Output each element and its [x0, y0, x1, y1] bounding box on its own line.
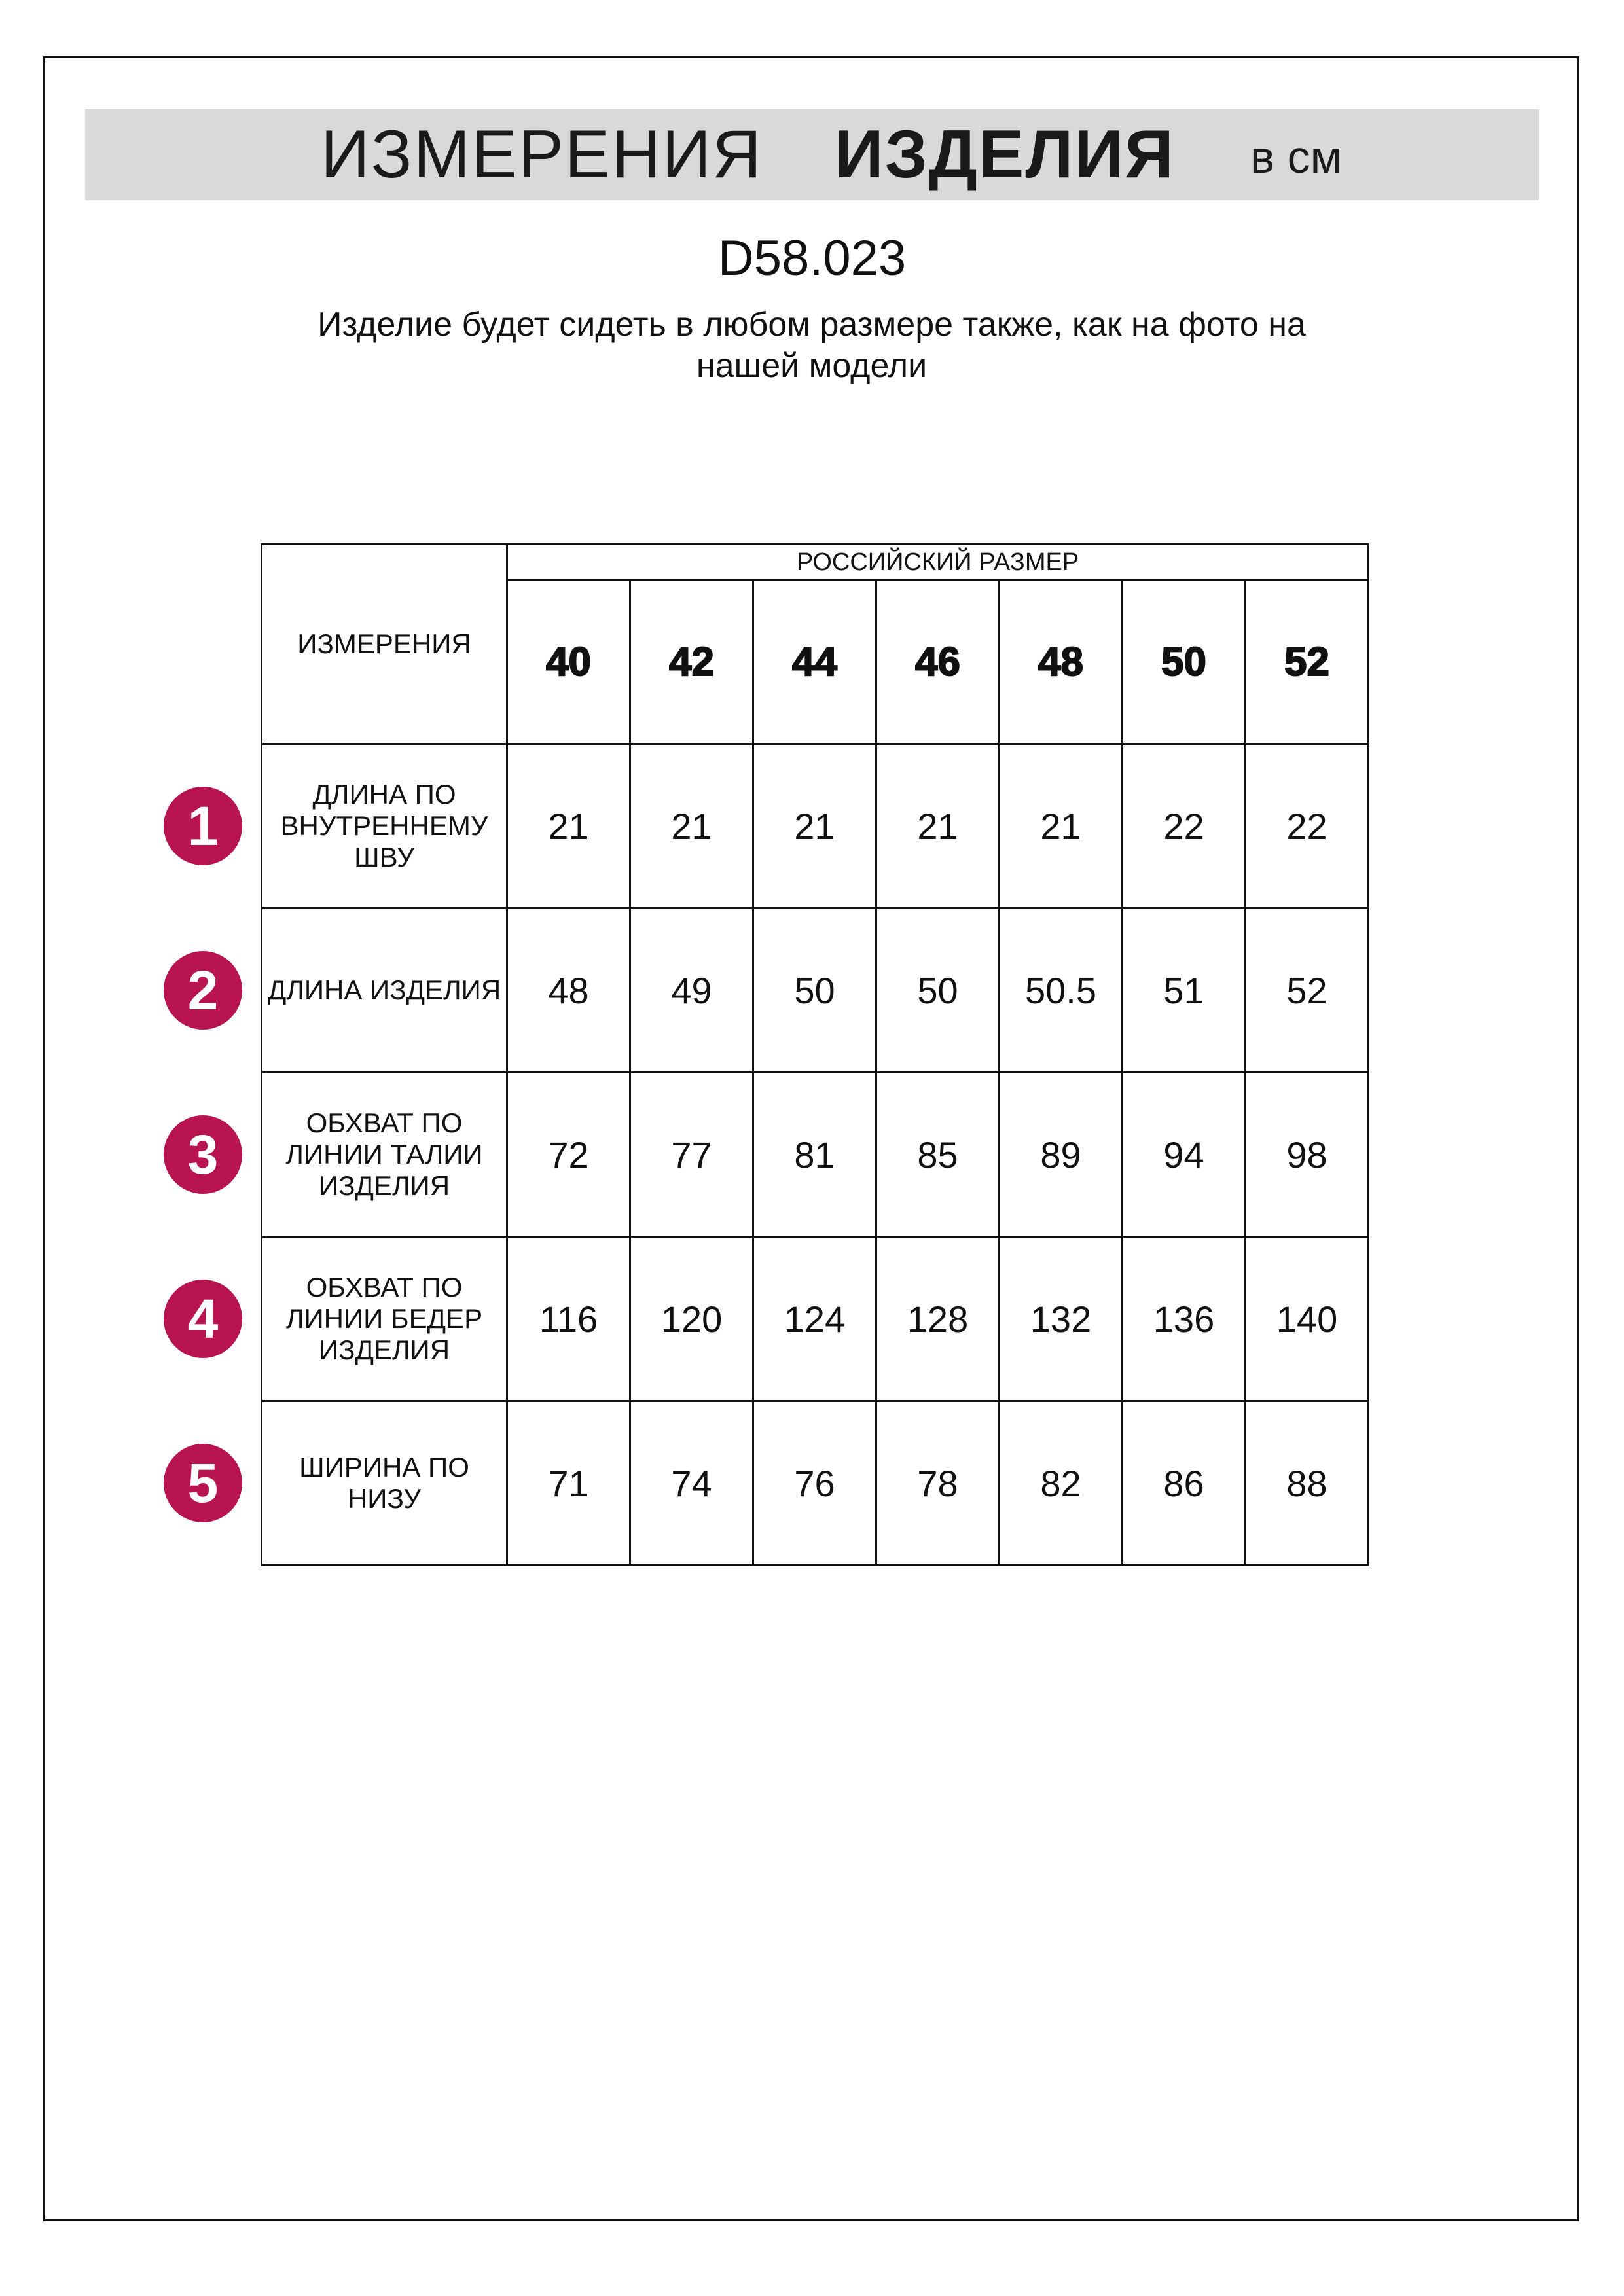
article-number: D58.023	[717, 230, 907, 286]
russian-size-header: РОССИЙСКИЙ РАЗМЕР	[507, 545, 1369, 581]
table-cell: 81	[753, 1073, 876, 1237]
table-cell: 86	[1123, 1401, 1246, 1566]
table-cell: 21	[1000, 744, 1123, 908]
size-header: 46	[876, 581, 1000, 744]
row-label: ШИРИНА ПО НИЗУ	[262, 1401, 507, 1566]
table-cell: 21	[753, 744, 876, 908]
table-cell: 120	[630, 1237, 753, 1401]
table-cell: 140	[1246, 1237, 1369, 1401]
unit-label: в см	[1250, 132, 1342, 183]
table-cell: 132	[1000, 1237, 1123, 1401]
table-cell: 82	[1000, 1401, 1123, 1566]
table-cell: 21	[507, 744, 630, 908]
table-row	[262, 1237, 1369, 1401]
table-cell: 49	[630, 908, 753, 1073]
table-cell: 74	[630, 1401, 753, 1566]
table-cell: 50.5	[1000, 908, 1123, 1073]
table-row	[262, 1401, 1369, 1566]
row-label: ДЛИНА ИЗДЕЛИЯ	[262, 908, 507, 1073]
title-part1: ИЗМЕРЕНИЯ	[321, 117, 763, 192]
size-header: 52	[1246, 581, 1369, 744]
table-cell: 94	[1123, 1073, 1246, 1237]
table-cell: 136	[1123, 1237, 1246, 1401]
row-badge-3: 3	[164, 1115, 242, 1194]
table-cell: 98	[1246, 1073, 1369, 1237]
table-cell: 78	[876, 1401, 1000, 1566]
table-cell: 124	[753, 1237, 876, 1401]
table-row	[262, 1073, 1369, 1237]
table-cell: 89	[1000, 1073, 1123, 1237]
row-label: ДЛИНА ПО ВНУТРЕННЕМУ ШВУ	[262, 744, 507, 908]
table-cell: 128	[876, 1237, 1000, 1401]
row-badge-4: 4	[164, 1280, 242, 1358]
table-row	[262, 744, 1369, 908]
table-cell: 21	[630, 744, 753, 908]
table-cell: 71	[507, 1401, 630, 1566]
size-header: 50	[1123, 581, 1246, 744]
table-cell: 52	[1246, 908, 1369, 1073]
title-part2: ИЗДЕЛИЯ	[835, 117, 1175, 192]
table-cell: 51	[1123, 908, 1246, 1073]
fit-note: Изделие будет сидеть в любом размере также, как на фото на нашей модели	[317, 306, 1306, 385]
table-cell: 72	[507, 1073, 630, 1237]
table-cell: 85	[876, 1073, 1000, 1237]
row-badge-5: 5	[164, 1444, 242, 1522]
row-label: ОБХВАТ ПО ЛИНИИ ТАЛИИ ИЗДЕЛИЯ	[262, 1073, 507, 1237]
size-header: 42	[630, 581, 753, 744]
measurements-header: ИЗМЕРЕНИЯ	[262, 545, 507, 744]
table-cell: 76	[753, 1401, 876, 1566]
title-banner	[85, 109, 1539, 200]
row-badge-1: 1	[164, 787, 242, 865]
row-badge-2: 2	[164, 951, 242, 1030]
table-cell: 48	[507, 908, 630, 1073]
size-header: 44	[753, 581, 876, 744]
table-cell: 22	[1123, 744, 1246, 908]
table-cell: 50	[876, 908, 1000, 1073]
table-cell: 88	[1246, 1401, 1369, 1566]
table-cell: 116	[507, 1237, 630, 1401]
table-row	[262, 908, 1369, 1073]
row-label: ОБХВАТ ПО ЛИНИИ БЕДЕР ИЗДЕЛИЯ	[262, 1237, 507, 1401]
table-cell: 21	[876, 744, 1000, 908]
table-cell: 77	[630, 1073, 753, 1237]
size-table	[261, 543, 1369, 1566]
table-cell: 22	[1246, 744, 1369, 908]
size-header: 40	[507, 581, 630, 744]
table-cell: 50	[753, 908, 876, 1073]
size-header: 48	[1000, 581, 1123, 744]
